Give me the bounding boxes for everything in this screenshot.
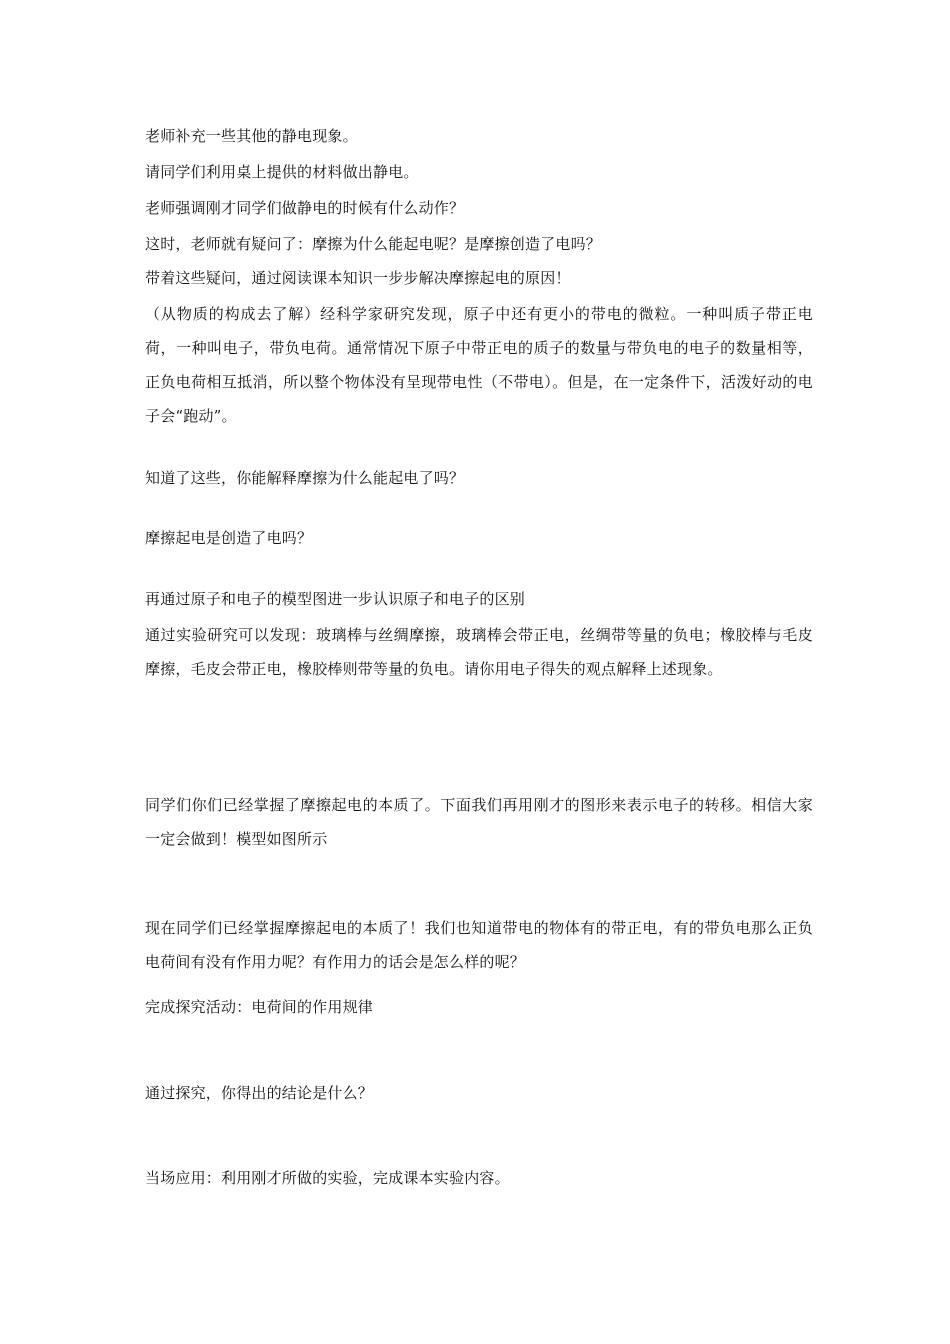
text-line-question: 这时，老师就有疑问了：摩擦为什么能起电呢？是摩擦创造了电吗？ (145, 235, 602, 253)
paragraph-atom-structure: （从物质的构成去了解）经科学家研究发现，原子中还有更小的带电的微粒。一种叫质子带正电荷，一种叫电子，带负电荷。通常情况下原子中带正电的质子的数量与带负电的电子的数量相等，正负电荷相互抵消，所以整个物体没有呈现带电性（不带电）。但是，在一定条件下，活泼好动的电子会“跑动”。 (145, 305, 813, 425)
paragraph-experiment: 通过实验研究可以发现：玻璃棒与丝绸摩擦，玻璃棒会带正电，丝绸带等量的负电；橡胶棒与毛皮摩擦，毛皮会带正电，橡胶棒则带等量的负电。请你用电子得失的观点解释上述现象。 (145, 626, 813, 678)
text-line-teacher-emphasis: 老师强调刚才同学们做静电的时候有什么动作？ (145, 199, 465, 217)
paragraph-charge-force: 现在同学们已经掌握摩擦起电的本质了！我们也知道带电的物体有的带正电，有的带负电那么正负电荷间有没有作用力呢？有作用力的话会是怎么样的呢？ (145, 919, 813, 971)
paragraph-electron-transfer: 同学们你们已经掌握了摩擦起电的本质了。下面我们再用刚才的图形来表示电子的转移。相信大家一定会做到！模型如图所示 (145, 796, 813, 848)
text-line-read-textbook: 带着这些疑问，通过阅读课本知识一步步解决摩擦起电的原因！ (145, 269, 571, 287)
text-line-make-static: 请同学们利用桌上提供的材料做出静电。 (145, 163, 419, 181)
text-line-explain-friction: 知道了这些，你能解释摩擦为什么能起电了吗？ (145, 469, 465, 487)
text-line-application: 当场应用：利用刚才所做的实验，完成课本实验内容。 (145, 1169, 510, 1187)
text-line-inquiry-activity: 完成探究活动：电荷间的作用规律 (145, 998, 374, 1016)
text-line-conclusion: 通过探究，你得出的结论是什么？ (145, 1084, 374, 1102)
text-line-create-electricity: 摩擦起电是创造了电吗？ (145, 529, 313, 547)
text-line-teacher-supplement: 老师补充一些其他的静电现象。 (145, 127, 358, 145)
text-line-model-diagram: 再通过原子和电子的模型图进一步认识原子和电子的区别 (145, 590, 526, 608)
